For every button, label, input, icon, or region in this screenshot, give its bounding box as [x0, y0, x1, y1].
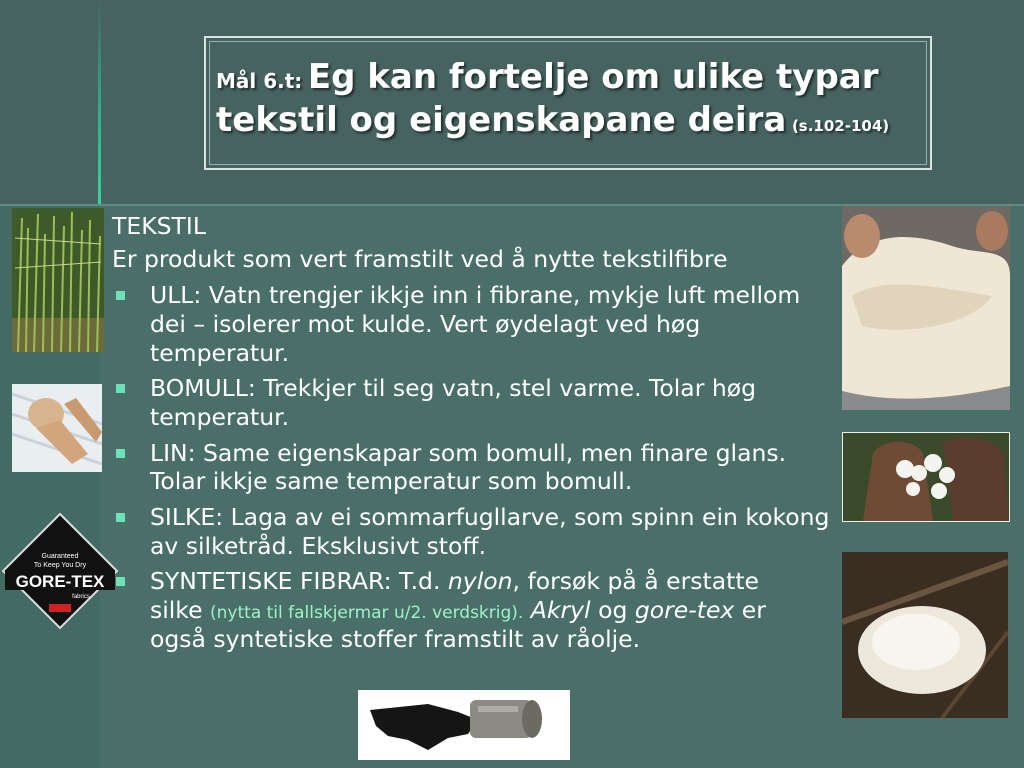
logo-brand-text: GORE-TEX	[15, 572, 105, 591]
vertical-accent-line	[98, 0, 101, 206]
title-line-2: tekstil og eigenskapane deira	[216, 99, 787, 140]
syntetiske-tail: er også syntetiske stoffer framstilt av råolje.	[150, 595, 766, 653]
bullet-text-lin: LIN: Same eigenskapar som bomull, men finare glans. Tolar ikkje same temperatur som bomull.	[150, 438, 787, 496]
gore-tex-logo	[1, 512, 119, 630]
bullet-item-lin	[112, 439, 832, 496]
cotton-harvest-photo	[842, 432, 1010, 522]
page-reference: (s.102-104)	[791, 116, 890, 135]
nylon-term: nylon	[447, 567, 513, 596]
syntetiske-middle: , forsøk på å erstatte silke	[150, 567, 759, 624]
bullet-marker	[116, 577, 125, 586]
title-line-1: Eg kan fortelje om ulike typar	[307, 57, 879, 97]
logo-guaranteed-text: Guaranteed	[41, 553, 79, 560]
logo-fabrics-text: fabrics	[72, 594, 90, 600]
slide-body	[112, 212, 832, 660]
akryl-term: Akryl	[530, 595, 591, 624]
logo-dry-text: To Keep You Dry	[33, 562, 87, 569]
definition-text: Er produkt som vert framstilt ved å nytte tekstilfibre	[112, 244, 728, 273]
goretex-term: gore-tex	[634, 595, 735, 624]
bullet-marker	[116, 449, 125, 458]
wool-fleece-photo	[842, 206, 1010, 410]
bullet-item-silke	[112, 503, 832, 560]
bullet-item-ull	[112, 281, 832, 367]
bullet-item-syntetiske	[112, 567, 818, 653]
cotton-socks-photo	[12, 384, 102, 472]
slide-title	[216, 56, 926, 141]
parachute-note: (nytta til fallskjermar u/2. verdskrig).	[210, 602, 524, 623]
bullet-item-bomull	[112, 374, 832, 431]
bullet-marker	[116, 384, 125, 393]
bullet-text-silke: SILKE: Laga av ei sommarfugllarve, som spinn ein kokong av silketråd. Eksklusivt stoff.	[150, 502, 830, 560]
bullet-text-bomull: BOMULL: Trekkjer til seg vatn, stel varme. Tolar høg temperatur.	[150, 374, 757, 431]
og-text: og	[590, 595, 635, 624]
bullet-marker	[116, 291, 125, 300]
oil-barrel-map-photo	[358, 690, 570, 760]
syntetiske-prefix: SYNTETISKE FIBRAR: T.d.	[150, 567, 448, 596]
bullet-list	[112, 281, 832, 653]
goal-label: Mål 6.t:	[216, 69, 303, 93]
silk-cocoon-photo	[842, 552, 1008, 718]
section-heading: TEKSTIL	[112, 212, 206, 240]
bullet-marker	[116, 513, 125, 522]
bullet-text-ull: ULL: Vatn trengjer ikkje inn i fibrane, mykje luft mellom dei – isolerer mot kulde. Vert øydelagt ved høg temperatur.	[150, 281, 801, 367]
flax-plant-photo	[12, 208, 104, 352]
